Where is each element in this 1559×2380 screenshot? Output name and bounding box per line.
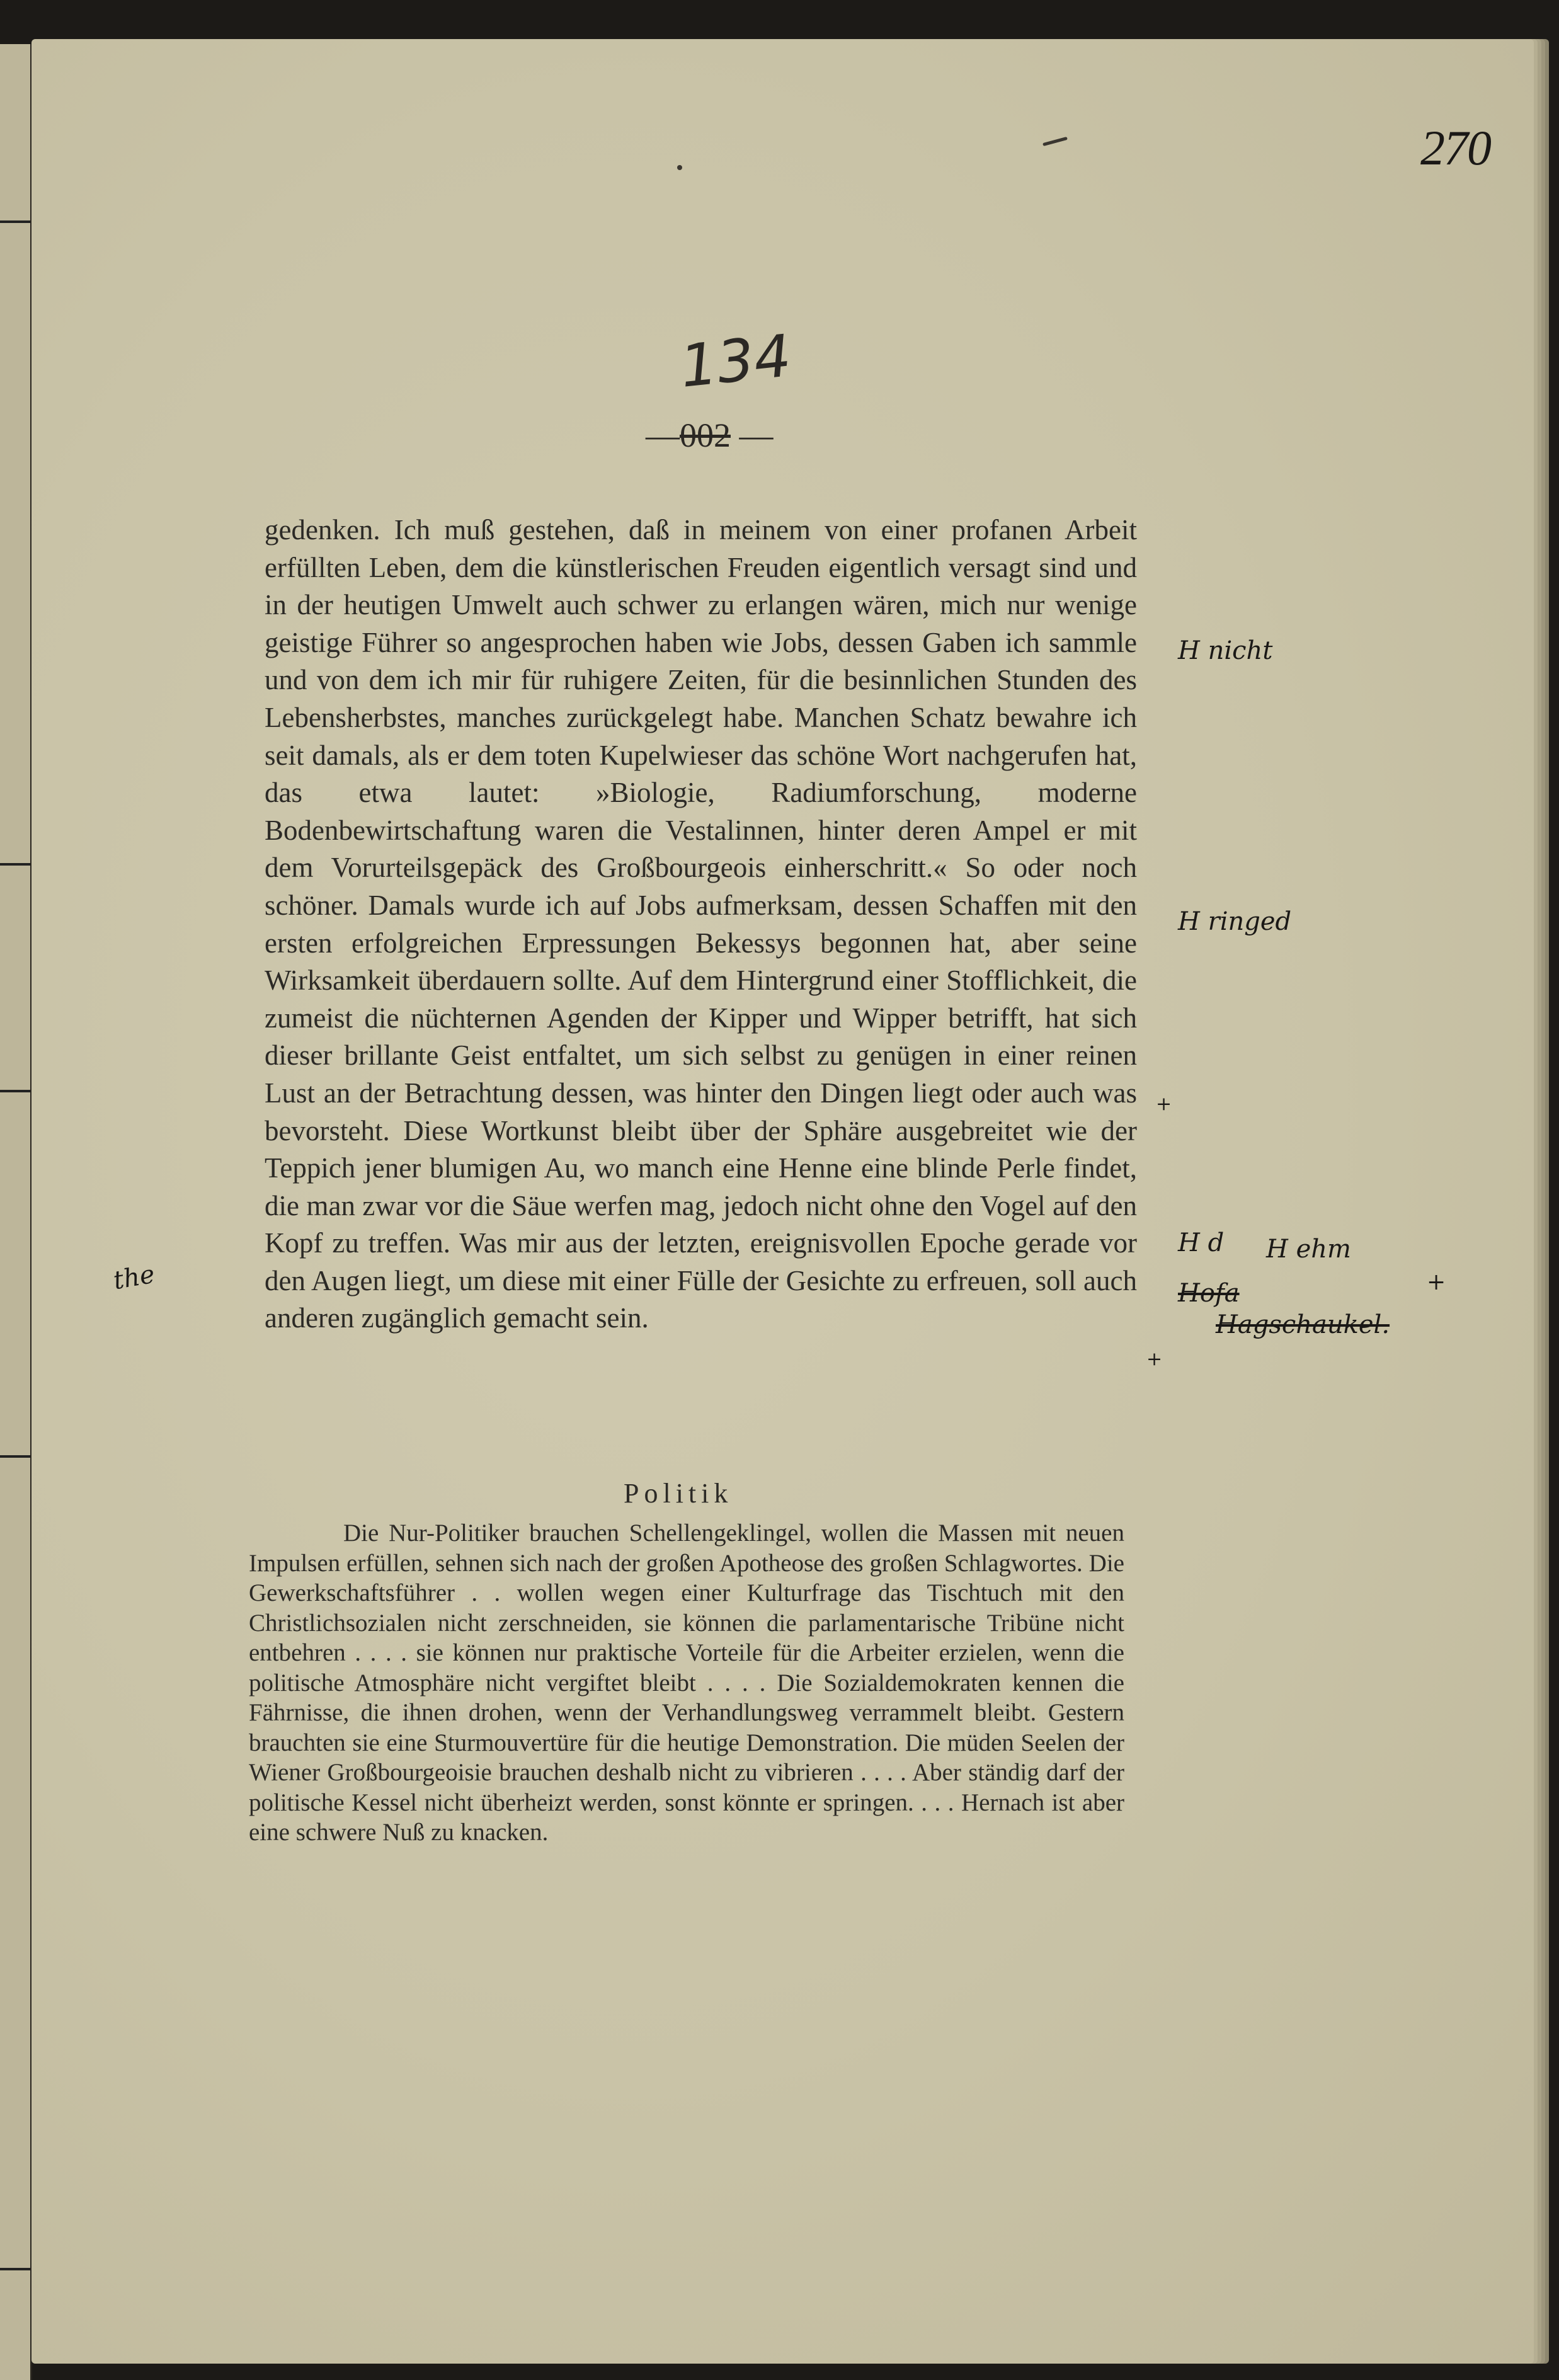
margin-note: H nicht bbox=[1178, 636, 1273, 665]
page-number-handwritten: 134 bbox=[677, 322, 794, 401]
page-number-dash: — bbox=[739, 416, 774, 454]
section-paragraph: Die Nur-Politiker brauchen Schellengeklingel, wollen die Massen mit neuen Impulsen erfüllen, sehnen sich nach der großen Apotheose des großen Schlagwortes. Die Gewerkschaftsführer . . wollen wegen einer Kulturfrage das Tischtuch mit den Christlichsozialen nicht zerschneiden, sie können die parlamentarische Tribüne nicht entbehren . . . . sie können nur praktische Vorteile für die Arbeiter erzielen, wenn die politische Atmosphäre nicht vergiftet bleibt . . . . Die Sozialdemokraten kennen die Fährnisse, die ihnen drohen, wenn der Verhandlungsweg verrammelt bleibt. Gestern brauchten sie eine Sturmouvertüre für die heutige Demonstration. Die müden Seelen der Wiener Großbourgeoisie brauchen deshalb nicht zu vibrieren . . . . Aber ständig darf der politische Kessel nicht überheizt werden, sonst könnte er springen. . . . Hernach ist aber eine schwere Nuß zu knacken. bbox=[249, 1519, 1124, 1846]
margin-note: Hofa bbox=[1178, 1279, 1240, 1308]
page-edge-rule bbox=[0, 2268, 30, 2270]
page-edge-rule bbox=[0, 1455, 30, 1458]
page-number-value: 002 bbox=[680, 416, 731, 454]
page-number-printed bbox=[646, 416, 774, 455]
margin-note: H d bbox=[1178, 1228, 1225, 1257]
margin-note: the bbox=[111, 1259, 157, 1296]
folio-number: 270 bbox=[1420, 120, 1490, 175]
section-title: Politik bbox=[624, 1478, 733, 1509]
page-edge-rule bbox=[0, 1090, 30, 1092]
body-text bbox=[265, 512, 1137, 1337]
section-text bbox=[249, 1518, 1124, 1848]
page-number-dash: — bbox=[646, 416, 680, 454]
paper-speck bbox=[677, 165, 682, 170]
body-paragraph: gedenken. Ich muß gestehen, daß in meinem von einer profanen Arbeit erfüllten Leben, dem die künstlerischen Freuden eigentlich versagt sind und in der heutigen Umwelt auch schwer zu erlangen wären, mich nur wenige geistige Führer so angesprochen haben wie Jobs, dessen Gaben ich sammle und von dem ich mir für ruhigere Zeiten, für die besinnlichen Stunden des Lebensherbstes, manches zurückgelegt habe. Manchen Schatz bewahre ich seit damals, als er dem toten Kupelwieser das schöne Wort nachgerufen hat, das etwa lautet: »Biologie, Radiumforschung, moderne Bodenbewirtschaftung waren die Vestalinnen, hinter deren Ampel er mit dem Vorurteilsgepäck des Großbourgeois einherschritt.« So oder noch schöner. Damals wurde ich auf Jobs aufmerksam, dessen Schaffen mit den ersten erfolgreichen Erpressungen Bekessys begonnen hat, aber seine Wirksamkeit überdauern sollte. Auf dem Hintergrund einer Stofflichkeit, die zumeist die nüchternen Agenden der Kipper und Wipper betrifft, hat sich dieser brillante Geist entfaltet, um sich selbst zu genügen in einer reinen Lust an der Betrachtung dessen, was hinter den Dingen liegt oder auch was bevorsteht. Diese Wortkunst bleibt über der Sphäre ausgebreitet wie der Teppich jener blumigen Au, wo manch eine Henne eine blinde Perle findet, die man zwar vor die Säue werfen mag, jedoch nicht ohne den Vogel auf den Kopf zu treffen. Was mir aus der letzten, ereignisvollen Epoche gerade vor den Augen liegt, um diese mit einer Fülle der Gesichte zu erfreuen, soll auch anderen zugänglich gemacht sein. bbox=[265, 514, 1137, 1334]
margin-note: Hagschaukel. bbox=[1216, 1310, 1390, 1339]
margin-note: H ringed bbox=[1178, 907, 1292, 936]
adjacent-page-edge bbox=[0, 44, 32, 2380]
margin-note: H ehm bbox=[1266, 1235, 1351, 1264]
margin-note: + bbox=[1427, 1269, 1446, 1295]
margin-note: + bbox=[1146, 1348, 1163, 1370]
margin-note: + bbox=[1156, 1093, 1172, 1115]
page-edge-rule bbox=[0, 220, 30, 223]
page-edge-rule bbox=[0, 863, 30, 866]
